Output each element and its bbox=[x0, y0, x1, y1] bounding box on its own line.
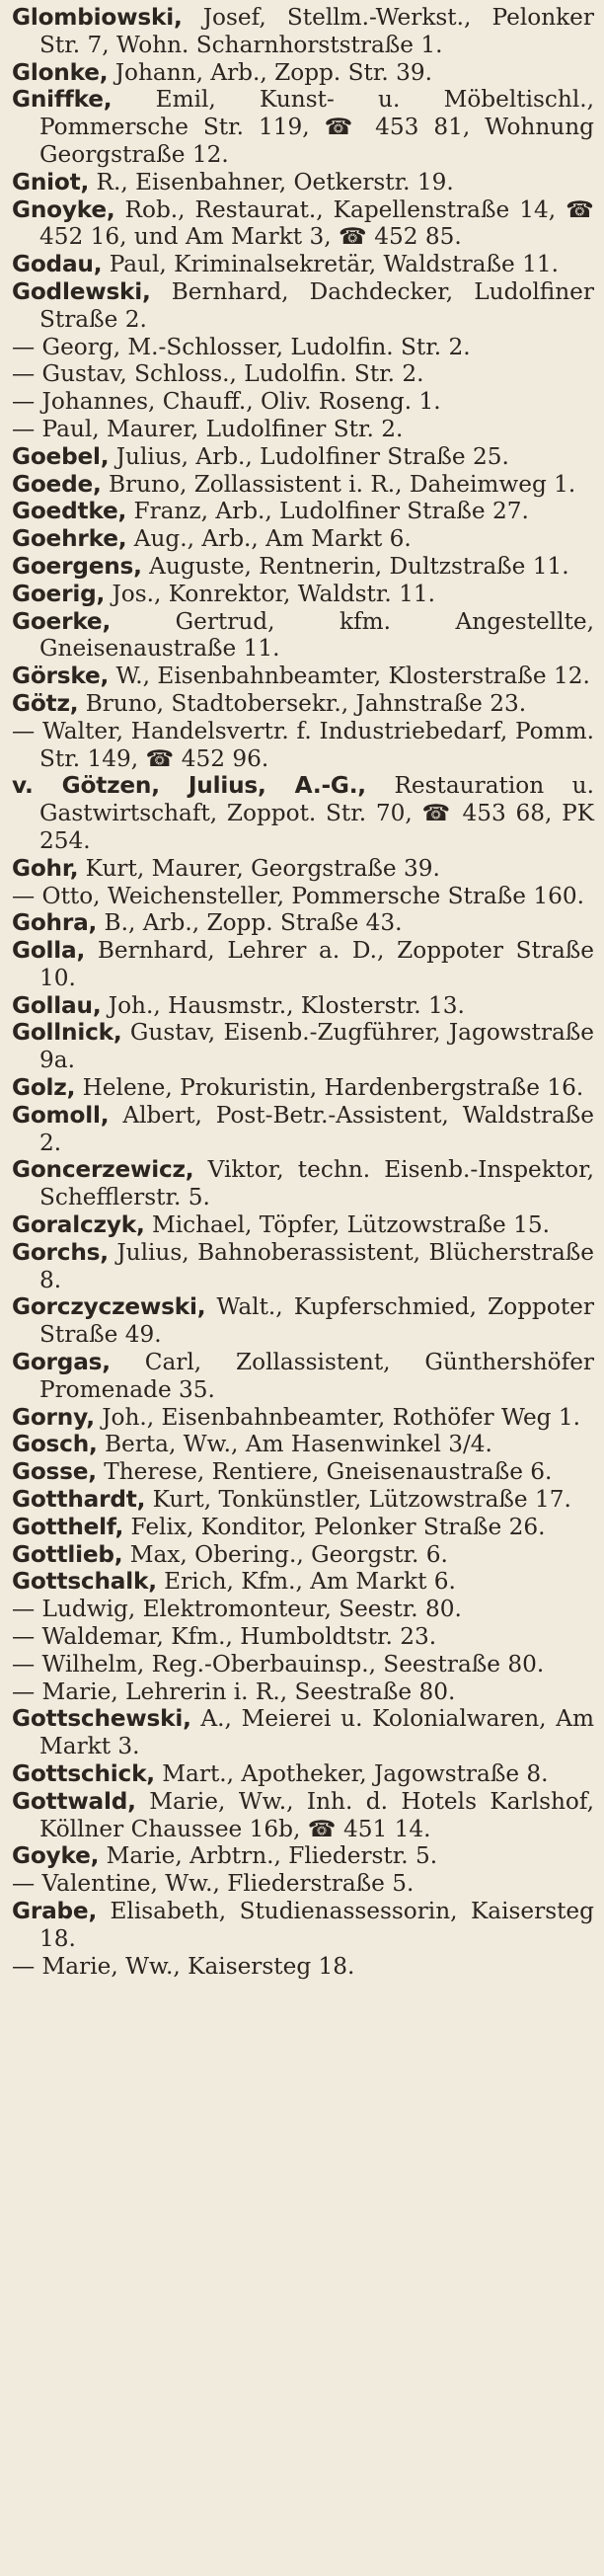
entry-details: Julius, Arb., Ludolfiner Straße 25. bbox=[109, 442, 509, 470]
entry-details: Kurt, Maurer, Georgstraße 39. bbox=[78, 854, 440, 882]
entry-details: Joh., Eisenbahnbeamter, Rothöfer Weg 1. bbox=[94, 1403, 581, 1431]
entry-name: Gosse, bbox=[12, 1458, 97, 1486]
entry-name: Gottlieb, bbox=[12, 1540, 123, 1568]
entry-details: Michael, Töpfer, Lützowstraße 15. bbox=[144, 1211, 550, 1239]
directory-entry bbox=[12, 581, 594, 608]
directory-entry bbox=[12, 553, 594, 581]
entry-details: Johann, Arb., Zopp. Str. 39. bbox=[108, 58, 432, 86]
directory-entry bbox=[12, 909, 594, 937]
entry-details: Jos., Konrektor, Waldstr. 11. bbox=[105, 580, 436, 607]
entry-name: Gottschalk, bbox=[12, 1568, 157, 1596]
entry-details: R., Eisenbahner, Oetkerstr. 19. bbox=[89, 168, 454, 195]
entry-name: Godlewski, bbox=[12, 277, 151, 305]
entry-details: Erich, Kfm., Am Markt 6. bbox=[156, 1568, 456, 1596]
entry-details: — Marie, Ww., Kaisersteg 18. bbox=[12, 1952, 355, 1980]
entry-name: Goerig, bbox=[12, 580, 106, 607]
entry-name: Gottwald, bbox=[12, 1787, 136, 1815]
entry-details: — Ludwig, Elektromonteur, Seestr. 80. bbox=[12, 1596, 462, 1623]
entry-name: Gotthelf, bbox=[12, 1513, 124, 1540]
entry-name: v. Götzen, Julius, A.-G., bbox=[12, 772, 366, 800]
directory-entry bbox=[12, 1458, 594, 1486]
directory-entry bbox=[12, 169, 594, 196]
entry-details: Paul, Kriminalsekretär, Waldstraße 11. bbox=[102, 251, 559, 278]
entry-details: — Wilhelm, Reg.-Oberbauinsp., Seestraße 80. bbox=[12, 1650, 545, 1678]
entry-details: Gustav, Eisenb.-Zugführer, Jagowstraße 9a. bbox=[39, 1019, 594, 1074]
entry-name: Gomoll, bbox=[12, 1101, 110, 1129]
entry-details: — Georg, M.-Schlosser, Ludolfin. Str. 2. bbox=[12, 333, 471, 360]
entry-details: Auguste, Rentnerin, Dultzstraße 11. bbox=[141, 552, 569, 580]
entry-name: Goebel, bbox=[12, 442, 110, 470]
directory-entry bbox=[12, 1870, 594, 1898]
entry-details: Bernhard, Dachdecker, Ludolfiner Straße 2. bbox=[39, 277, 594, 333]
directory-entry bbox=[12, 1019, 594, 1074]
entry-details: — Gustav, Schloss., Ludolfin. Str. 2. bbox=[12, 360, 424, 388]
entry-details: Max, Obering., Georgstr. 6. bbox=[122, 1540, 448, 1568]
directory-entry bbox=[12, 1623, 594, 1651]
directory-entry bbox=[12, 471, 594, 499]
directory-entry bbox=[12, 1760, 594, 1788]
entry-details: B., Arb., Zopp. Straße 43. bbox=[97, 909, 403, 937]
entry-name: Golz, bbox=[12, 1074, 76, 1102]
entry-name: Gotthardt, bbox=[12, 1486, 146, 1514]
entry-name: Gniot, bbox=[12, 168, 90, 195]
entry-name: Görske, bbox=[12, 663, 110, 690]
directory-entry bbox=[12, 1211, 594, 1239]
entry-details: — Paul, Maurer, Ludolfiner Str. 2. bbox=[12, 415, 404, 442]
entry-details: — Johannes, Chauff., Oliv. Roseng. 1. bbox=[12, 388, 441, 416]
entry-details: Marie, Arbtrn., Fliederstr. 5. bbox=[99, 1842, 438, 1870]
directory-entry bbox=[12, 334, 594, 361]
directory-entry bbox=[12, 59, 594, 87]
entry-details: A., Meierei u. Kolonialwaren, Am Markt 3. bbox=[39, 1705, 594, 1760]
directory-entry bbox=[12, 1514, 594, 1541]
directory-entry bbox=[12, 251, 594, 278]
entry-name: Goergens, bbox=[12, 552, 142, 580]
entry-name: Gottschick, bbox=[12, 1760, 155, 1787]
directory-entry bbox=[12, 1842, 594, 1870]
entry-name: Goedtke, bbox=[12, 498, 127, 525]
directory-entry bbox=[12, 525, 594, 553]
directory-entry bbox=[12, 360, 594, 388]
entry-name: Golla, bbox=[12, 937, 86, 965]
directory-entries bbox=[12, 4, 594, 1980]
directory-entry bbox=[12, 196, 594, 252]
entry-name: Goncerzewicz, bbox=[12, 1156, 194, 1184]
entry-name: Gniffke, bbox=[12, 86, 113, 114]
directory-entry bbox=[12, 4, 594, 59]
entry-name: Godau, bbox=[12, 251, 103, 278]
entry-details: Viktor, techn. Eisenb.-Inspektor, Schefflerstr. 5. bbox=[39, 1156, 594, 1211]
entry-name: Glonke, bbox=[12, 58, 109, 86]
entry-details: Berta, Ww., Am Hasenwinkel 3/4. bbox=[97, 1431, 492, 1458]
entry-details: Kurt, Tonkünstler, Lützowstraße 17. bbox=[145, 1486, 571, 1514]
entry-details: W., Eisenbahnbeamter, Klosterstraße 12. bbox=[109, 663, 590, 690]
entry-details: Therese, Rentiere, Gneisenaustraße 6. bbox=[96, 1458, 553, 1486]
entry-details: — Otto, Weichensteller, Pommersche Straße 160. bbox=[12, 882, 584, 909]
entry-details: Bruno, Stadtobersekr., Jahnstraße 23. bbox=[78, 689, 527, 717]
directory-entry bbox=[12, 1074, 594, 1102]
directory-entry bbox=[12, 416, 594, 443]
entry-name: Glombiowski, bbox=[12, 4, 183, 31]
entry-details: — Valentine, Ww., Fliederstraße 5. bbox=[12, 1870, 415, 1898]
entry-name: Gorgas, bbox=[12, 1349, 111, 1376]
entry-details: Gertrud, kfm. Angestellte, Gneisenaustraße 11. bbox=[39, 607, 594, 663]
entry-name: Götz, bbox=[12, 689, 79, 717]
entry-details: Elisabeth, Studienassessorin, Kaisersteg 18. bbox=[39, 1897, 594, 1952]
entry-details: Felix, Konditor, Pelonker Straße 26. bbox=[123, 1513, 546, 1540]
entry-name: Grabe, bbox=[12, 1897, 98, 1924]
entry-details: Helene, Prokuristin, Hardenbergstraße 16. bbox=[75, 1074, 584, 1102]
directory-entry bbox=[12, 1596, 594, 1623]
directory-entry bbox=[12, 443, 594, 471]
entry-name: Goerke, bbox=[12, 607, 112, 635]
entry-details: Marie, Ww., Inh. d. Hotels Karlshof, Köllner Chaussee 16b, ☎ 451 14. bbox=[39, 1787, 594, 1842]
entry-details: Julius, Bahnoberassistent, Blücherstraße 8. bbox=[39, 1238, 594, 1293]
entry-name: Goyke, bbox=[12, 1842, 100, 1870]
directory-entry bbox=[12, 718, 594, 773]
entry-details: Mart., Apotheker, Jagowstraße 8. bbox=[154, 1760, 549, 1787]
directory-entry bbox=[12, 388, 594, 416]
directory-entry bbox=[12, 663, 594, 690]
entry-details: Aug., Arb., Am Markt 6. bbox=[126, 525, 412, 553]
entry-details: Walt., Kupferschmied, Zoppoter Straße 49. bbox=[39, 1293, 594, 1349]
entry-name: Gottschewski, bbox=[12, 1705, 191, 1733]
directory-entry bbox=[12, 772, 594, 854]
directory-entry bbox=[12, 278, 594, 334]
entry-details: Joh., Hausmstr., Klosterstr. 13. bbox=[101, 991, 465, 1019]
directory-entry bbox=[12, 1156, 594, 1211]
directory-entry bbox=[12, 1678, 594, 1706]
directory-entry bbox=[12, 608, 594, 664]
entry-name: Gohra, bbox=[12, 909, 98, 937]
entry-details: Restauration u. Gastwirtschaft, Zoppot. Str. 70, ☎ 453 68, PK 254. bbox=[39, 772, 594, 854]
entry-name: Gnoyke, bbox=[12, 195, 115, 223]
entry-details: Carl, Zollassistent, Günthershöfer Promenade 35. bbox=[39, 1349, 594, 1403]
directory-entry bbox=[12, 1898, 594, 1953]
entry-name: Goede, bbox=[12, 470, 102, 498]
directory-entry bbox=[12, 1404, 594, 1432]
entry-name: Gohr, bbox=[12, 854, 79, 882]
directory-entry bbox=[12, 937, 594, 992]
directory-entry bbox=[12, 992, 594, 1020]
entry-details: Bruno, Zollassistent i. R., Daheimweg 1. bbox=[101, 470, 576, 498]
directory-entry bbox=[12, 1568, 594, 1596]
directory-entry bbox=[12, 1486, 594, 1514]
directory-entry bbox=[12, 498, 594, 525]
entry-name: Gorny, bbox=[12, 1403, 95, 1431]
entry-details: Franz, Arb., Ludolfiner Straße 27. bbox=[126, 498, 529, 525]
entry-details: — Waldemar, Kfm., Humboldtstr. 23. bbox=[12, 1623, 437, 1651]
entry-name: Goehrke, bbox=[12, 525, 127, 553]
entry-name: Gorchs, bbox=[12, 1238, 109, 1266]
directory-entry bbox=[12, 1788, 594, 1843]
directory-entry bbox=[12, 1541, 594, 1569]
directory-entry bbox=[12, 690, 594, 718]
directory-entry bbox=[12, 883, 594, 910]
directory-entry bbox=[12, 1953, 594, 1981]
entry-details: Emil, Kunst- u. Möbeltischl., Pommersche Str. 119, ☎ 453 81, Wohnung Georgstraße 12. bbox=[39, 86, 594, 168]
entry-name: Gosch, bbox=[12, 1431, 98, 1458]
entry-details: Rob., Restaurat., Kapellenstraße 14, ☎ 452 16, und Am Markt 3, ☎ 452 85. bbox=[39, 195, 594, 251]
entry-details: — Walter, Handelsvertr. f. Industriebedarf, Pomm. Str. 149, ☎ 452 96. bbox=[12, 717, 594, 772]
entry-details: Josef, Stellm.-Werkst., Pelonker Str. 7, Wohn. Scharnhorststraße 1. bbox=[39, 4, 594, 58]
entry-name: Goralczyk, bbox=[12, 1211, 145, 1239]
directory-entry bbox=[12, 1651, 594, 1678]
entry-name: Gollau, bbox=[12, 991, 102, 1019]
directory-entry bbox=[12, 855, 594, 883]
entry-details: Bernhard, Lehrer a. D., Zoppoter Straße 10. bbox=[39, 937, 594, 991]
entry-details: — Marie, Lehrerin i. R., Seestraße 80. bbox=[12, 1678, 456, 1705]
directory-entry bbox=[12, 1102, 594, 1157]
directory-entry bbox=[12, 1349, 594, 1404]
entry-details: Albert, Post-Betr.-Assistent, Waldstraße 2. bbox=[39, 1101, 594, 1156]
directory-entry bbox=[12, 86, 594, 168]
entry-name: Gollnick, bbox=[12, 1019, 122, 1047]
directory-entry bbox=[12, 1431, 594, 1458]
directory-entry bbox=[12, 1293, 594, 1349]
directory-entry bbox=[12, 1705, 594, 1760]
entry-name: Gorczyczewski, bbox=[12, 1293, 206, 1321]
directory-entry bbox=[12, 1239, 594, 1294]
